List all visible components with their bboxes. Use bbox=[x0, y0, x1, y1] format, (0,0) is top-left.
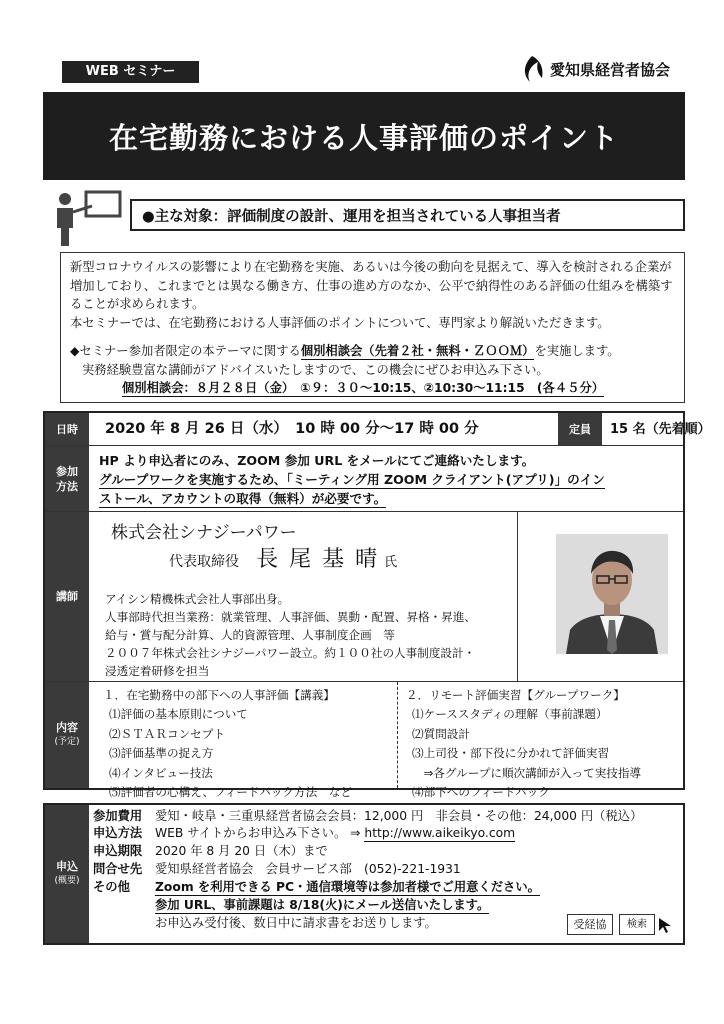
method-text: HP より申込者にのみ、ZOOM 参加 URL をメールにてご連絡いたします。 グループワークを実施するため、「ミーティング用 ZOOM クライアント(アプリ)」のイン ストール、アカウントの取得（無料）が必要です。 bbox=[99, 453, 605, 506]
lecturer-company: 株式会社シナジーパワー bbox=[111, 523, 297, 543]
search-button-label: 検索 bbox=[619, 914, 655, 935]
capacity-label: 定員 bbox=[558, 413, 602, 445]
list-item: ⑷部下へのフィードバック bbox=[412, 785, 550, 799]
org-emblem-icon bbox=[518, 54, 544, 84]
cursor-icon bbox=[657, 916, 675, 934]
lecturer-photo-cell bbox=[517, 512, 684, 681]
search-button[interactable] bbox=[619, 914, 675, 935]
list-item: ⑵質問設計 bbox=[412, 726, 470, 741]
consult-line-2: 実務経験豊富な講師がアドバイスいたしますので、この機会にぜひお申込み下さい。 bbox=[82, 362, 549, 377]
seminar-title: 在宅勤務における人事評価のポイント bbox=[43, 92, 685, 180]
website-link[interactable]: http://www.aikeikyo.com bbox=[364, 826, 516, 840]
apply-label: 申込 (概要) bbox=[45, 805, 89, 943]
workshop-title: ２．リモート評価実習【グループワーク】 bbox=[406, 688, 625, 702]
lecturer-photo bbox=[556, 534, 668, 654]
list-item: ⑷インタビュー技法 bbox=[109, 765, 213, 780]
content-left bbox=[99, 682, 397, 799]
other-row: その他 Zoom を利用できる PC・通信環境等は参加者様でご用意ください。 bbox=[93, 880, 540, 894]
other-line-2: 参加 URL、事前課題は 8/18(火)にメール送信いたします。 bbox=[155, 898, 490, 912]
list-item: ⑶上司役・部下役に分かれて評価実習 bbox=[412, 746, 610, 760]
info-table bbox=[43, 411, 711, 799]
consult-line-1: ◆セミナー参加者限定の本テーマに関する個別相談会（先着２社・無料・ＺＯＯＭ）を実施します。 bbox=[70, 344, 620, 358]
content-right bbox=[397, 682, 684, 799]
fee-row: 参加費用 愛知・岐阜・三重県経営者協会会員：12,000 円 非会員・その他：24,000 円（税込） bbox=[93, 809, 643, 823]
intro-paragraph-2: 本セミナーでは、在宅勤務における人事評価のポイントについて、専門家より解説いただきます。 bbox=[70, 315, 610, 330]
list-item: ⑸評価者の心構え、フィードバック方法 など bbox=[109, 785, 353, 799]
consult-schedule: 個別相談会：８月２８日（金） ①９：３０～10:15、②10:30～11:15 (各４５分） bbox=[122, 381, 605, 395]
date-value: 2020 年 8 月 26 日（水） 10 時 00 分～17 時 00 分 bbox=[105, 421, 479, 437]
apply-method-row: 申込方法 WEB サイトからお申込み下さい。 ⇒ http://www.aikeikyo.com bbox=[93, 826, 516, 840]
workshop-list bbox=[412, 705, 641, 803]
lecturer-title: 代表取締役 長 尾 基 晴 氏 bbox=[169, 547, 398, 572]
presenter-icon bbox=[52, 186, 124, 248]
lecturer-row bbox=[45, 512, 683, 682]
lecturer-bio: アイシン精機株式会社人事部出身。 人事部時代担当業務：就業管理、人事評価、異動・配置、昇格・昇進、 給与・賞与配分計算、人的資源管理、人事制度企画 等 ２００７年株式会社シナジーパワー設立。約１００社の人事制度設計・ 浸透定着研修を担当 bbox=[105, 592, 477, 678]
list-item: ⇒各グループに順次講師が入って実技指導 bbox=[412, 765, 642, 780]
web-seminar-tag: WEB セミナー bbox=[62, 61, 199, 83]
list-item: ⑴評価の基本原則について bbox=[109, 707, 248, 721]
method-label: 参加 方法 bbox=[45, 446, 89, 511]
method-row bbox=[45, 446, 683, 512]
content-row bbox=[45, 682, 683, 799]
org-logo bbox=[518, 52, 670, 86]
target-audience: ●主な対象：評価制度の設計、運用を担当されている人事担当者 bbox=[130, 199, 685, 231]
lecturer-label: 講師 bbox=[45, 512, 89, 681]
lecture-title: １．在宅勤務中の部下への人事評価【講義】 bbox=[103, 688, 335, 702]
list-item: ⑵ＳＴＡＲコンセプト bbox=[109, 726, 225, 741]
deadline-row: 申込期限 2020 年 8 月 20 日（木）まで bbox=[93, 844, 328, 858]
capacity-value: 15 名（先着順） bbox=[610, 422, 711, 437]
lecturer-name: 長 尾 基 晴 bbox=[256, 547, 380, 572]
date-label: 日時 bbox=[45, 413, 89, 445]
content-label: 内容 (予定) bbox=[45, 682, 89, 788]
intro-paragraph-1: 新型コロナウイルスの影響により在宅勤務を実施、あるいは今後の動向を見据えて、導入を検討される企業が増加しており、これまでとは異なる働き方、仕事の進め方のなか、公平で納得性のある評価の仕組みを構築することが求められます。 bbox=[70, 260, 673, 311]
list-item: ⑴ケーススタディの理解（事前課題） bbox=[412, 707, 608, 721]
org-name: 愛知県経営者協会 bbox=[550, 60, 671, 79]
consult-highlight: 個別相談会（先着２社・無料・ＺＯＯＭ） bbox=[300, 344, 535, 358]
lecturer-info bbox=[99, 512, 517, 681]
date-row bbox=[45, 413, 711, 446]
lecture-list bbox=[109, 705, 352, 803]
intro-section bbox=[60, 252, 685, 403]
application-section bbox=[43, 803, 685, 945]
aikeikyo-badge: 受経協 bbox=[567, 914, 613, 935]
list-item: ⑶評価基準の捉え方 bbox=[109, 746, 214, 760]
other-line-3: お申込み受付後、数日中に請求書をお送りします。 bbox=[155, 916, 437, 930]
contact-row: 問合せ先 愛知県経営者協会 会員サービス部 (052)-221-1931 bbox=[93, 862, 461, 876]
